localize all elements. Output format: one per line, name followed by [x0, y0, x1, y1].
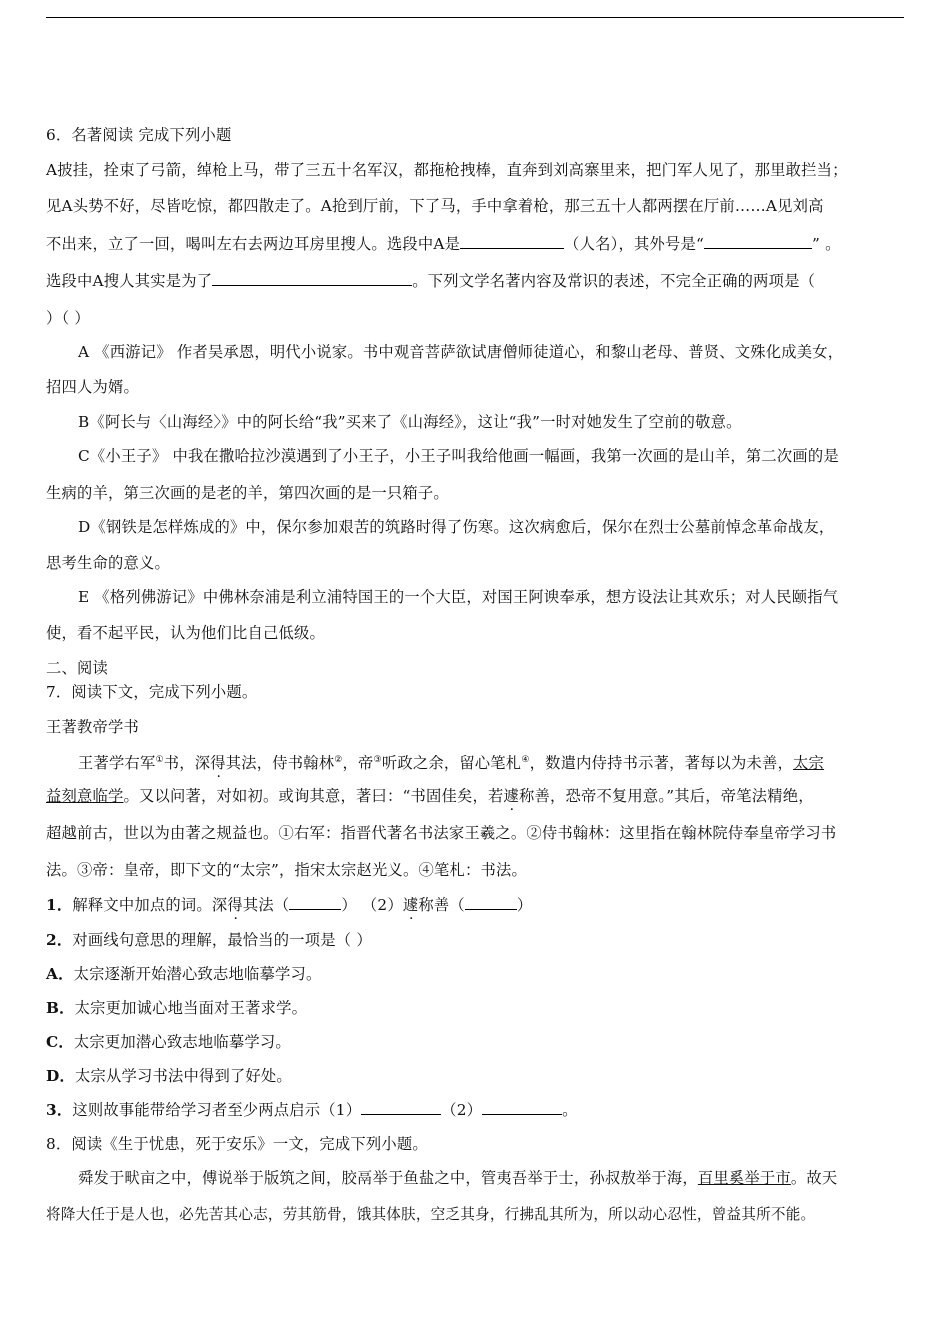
- q7-choice-b: B．太宗更加诚心地当面对王著求学。: [46, 999, 308, 1017]
- answer-blank-2[interactable]: [465, 895, 517, 910]
- q7-choice-a: A．太宗逐渐开始潜心致志地临摹学习。: [46, 965, 322, 983]
- q6-option-d-cont: 思考生命的意义。: [46, 554, 170, 572]
- q7-sub-question-3: 3．这则故事能带给学习者至少两点启示（1） （2） 。: [46, 1101, 578, 1119]
- q7-sub-question-2: 2．对画线句意思的理解，最恰当的一项是（ ）: [46, 931, 372, 949]
- q7-passage-line-3: 超越前古，世以为由著之规益也。①右军：指晋代著名书法家王羲之。②侍书翰林：这里指在翰林院侍奉皇帝学习书: [46, 824, 837, 842]
- q6-option-b: B《阿长与〈山海经〉》中的阿长给“我”买来了《山海经》，这让“我”一时对她发生了空前的敬意。: [78, 413, 742, 431]
- q6-passage-line-4: 选段中A搜人其实是为了 。下列文学名著内容及常识的表述，不完全正确的两项是（: [46, 272, 816, 290]
- q6-passage-line-2: 见A头势不好，尽皆吃惊，都四散走了。A抢到厅前，下了马，手中拿着枪，那三五十人都两摆在厅前……A见刘高: [46, 197, 824, 215]
- q6-option-d: D《钢铁是怎样炼成的》中，保尔参加艰苦的筑路时得了伤寒。这次病愈后，保尔在烈士公墓前悼念革命战友，: [78, 518, 835, 536]
- q7-passage-title: 王著教帝学书: [46, 718, 139, 736]
- q6-title: 6．名著阅读 完成下列小题: [46, 126, 232, 144]
- q7-choice-c: C．太宗更加潜心致志地临摹学习。: [46, 1033, 291, 1051]
- answer-blank-insight-1[interactable]: [361, 1100, 441, 1115]
- q8-passage-line-2: 将降大任于是人也，必先苦其心志，劳其筋骨，饿其体肤，空乏其身，行拂乱其所为，所以动心忍性，曾益其所不能。: [46, 1206, 816, 1223]
- underlined-sentence: 百里奚举于市: [697, 1169, 791, 1187]
- answer-blank-name[interactable]: [460, 234, 564, 249]
- q7-sub-question-1: 1．解释文中加点的词。深得其法（ ） （2）遽称善（ ）: [46, 896, 533, 914]
- q7-title: 7．阅读下文，完成下列小题。: [46, 683, 258, 701]
- q7-choice-d: D．太宗从学习书法中得到了好处。: [46, 1067, 292, 1085]
- dotted-word: 遽: [402, 896, 419, 914]
- underlined-sentence: 太宗: [793, 754, 825, 773]
- q6-option-e: E 《格列佛游记》中佛林奈浦是利立浦特国王的一个大臣，对国王阿谀奉承，想方设法让其欢乐；对人民颐指气: [78, 588, 839, 606]
- q7-notes: 法。③帝：皇帝，即下文的“太宗”，指宋太宗赵光义。④笔札：书法。: [46, 861, 527, 879]
- q6-option-a: A 《西游记》 作者吴承恩，明代小说家。书中观音菩萨欲试唐僧师徒道心，和黎山老母、普贤、文殊化成美女，: [78, 343, 844, 361]
- answer-blank-purpose[interactable]: [212, 271, 412, 286]
- answer-blank-nickname[interactable]: [704, 234, 812, 249]
- section-heading: 二、阅读: [46, 659, 108, 677]
- q6-option-c-cont: 生病的羊，第三次画的是老的羊，第四次画的是一只箱子。: [46, 484, 449, 502]
- q7-passage-line-1: 王著学右军①书，深得其法，侍书翰林②，帝③听政之余，留心笔札④，数遣内侍持书示著，著每以为未善，太宗: [78, 754, 825, 773]
- underlined-sentence-cont: 益刻意临学: [46, 787, 124, 805]
- q8-passage-line-1: 舜发于畎亩之中，傅说举于版筑之间，胶鬲举于鱼盐之中，管夷吾举于士，孙叔敖举于海，百里奚举于市。故天: [78, 1169, 838, 1187]
- q6-option-a-cont: 招四人为婿。: [46, 378, 139, 396]
- answer-blank-insight-2[interactable]: [482, 1100, 562, 1115]
- q6-option-e-cont: 使，看不起平民，认为他们比自己低级。: [46, 624, 325, 642]
- dotted-word: 得: [227, 896, 243, 914]
- q6-passage-line-1: A披挂，拴束了弓箭，绰枪上马，带了三五十名军汉，都拖枪拽棒，直奔到刘高寨里来，把门军人见了，那里敢拦当；: [46, 161, 848, 179]
- q6-answer-brackets: ）（ ）: [46, 309, 90, 327]
- q8-title: 8．阅读《生于忧患，死于安乐》一文，完成下列小题。: [46, 1135, 428, 1153]
- header-rule: [46, 17, 904, 18]
- q7-passage-line-2: 益刻意临学。又以问著，对如初。或询其意，著曰：“书固佳矣，若遽称善，恐帝不复用意。”其后，帝笔法精绝，: [46, 787, 814, 805]
- q6-option-c: C《小王子》 中我在撒哈拉沙漠遇到了小王子，小王子叫我给他画一幅画，我第一次画的是山羊，第二次画的是: [78, 447, 839, 465]
- dotted-word: 遽: [503, 787, 519, 805]
- q6-passage-line-3: 不出来，立了一回，喝叫左右去两边耳房里搜人。选段中A是 （人名），其外号是“ ” 。: [46, 235, 841, 253]
- dotted-word: 得: [210, 754, 226, 773]
- answer-blank-1[interactable]: [289, 895, 341, 910]
